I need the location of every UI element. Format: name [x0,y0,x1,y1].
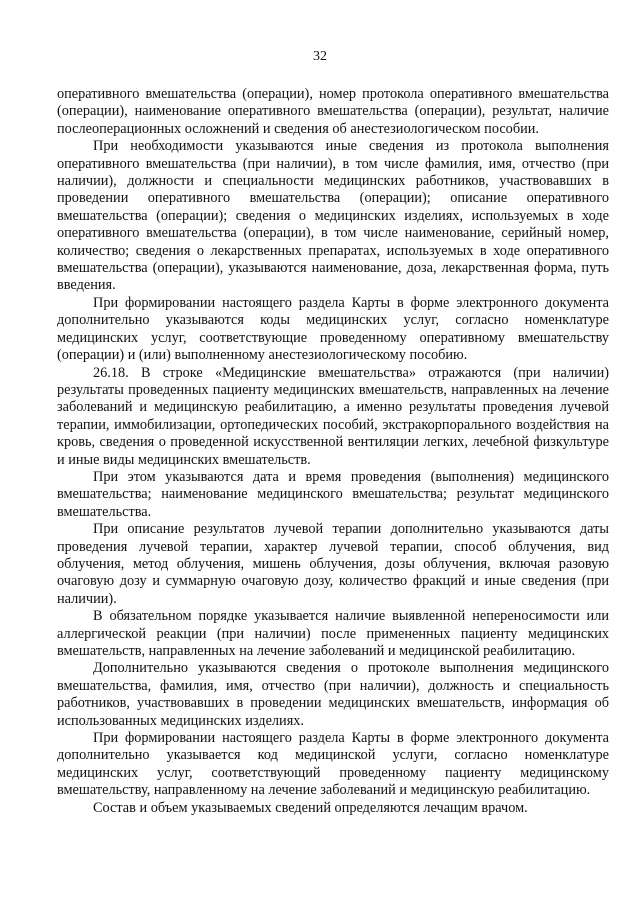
page-number: 32 [313,49,327,64]
paragraph-electronic-service-code: При формировании настоящего раздела Карты в форме электронного документа дополнительно указывается код медицинской услуги, согласно номенклатуре медицинских услуг, соответствующий проведенному пациенту медицинскому вмешательству, направленному на лечение заболеваний и медицинскую реабилитацию. [57,730,609,799]
paragraph-intolerance: В обязательном порядке указывается наличие выявленной непереносимости или аллергической реакции (при наличии) после примененных пациенту медицинских вмешательств, направленных на лечение заболеваний и медицинской реабилитацию. [57,608,609,659]
paragraph-protocol-info: Дополнительно указываются сведения о протоколе выполнения медицинского вмешательства, фамилия, имя, отчество (при наличии), должность и специальность работников, участвовавших в проведении медицинских вмешательств, информация об использованных медицинских изделиях. [57,660,609,729]
paragraph-section-26-18: 26.18. В строке «Медицинские вмешательства» отражаются (при наличии) результаты проведенных пациенту медицинских вмешательств, направленных на лечение заболеваний и медицинскую реабилитацию, а именно результаты проведения лучевой терапии, иммобилизации, ортопедических пособий, экстракорпорального воздействия на кровь, сведения о проведенной искусственной вентиляции легких, лечебной физкультуре и иные виды медицинских вмешательств. [57,364,609,468]
paragraph-radiation-therapy: При описание результатов лучевой терапии дополнительно указываются даты проведения лучевой терапии, характер лучевой терапии, способ облучения, вид облучения, метод облучения, мишень облучения, дозы облучения, включая разовую очаговую дозу и суммарную очаговую дозу, количество фракций и иные сведения (при наличии). [57,521,609,607]
paragraph-additional-info: При необходимости указываются иные сведения из протокола выполнения оперативного вмешательства (при наличии), в том числе фамилия, имя, отчество (при наличии), должности и специальности медицинских работников, участвовавших в проведении оперативного вмешательства (операции); описание оперативного вмешательства (операции); сведения о медицинских изделиях, используемых в ходе оперативного вмешательства (операции), в том числе наименование, серийный номер, количество; сведения о лекарственных препаратах, используемых в ходе оперативного вмешательства (операции), указываются наименование, доза, лекарственная форма, путь введения. [57,138,609,294]
paragraph-attending-physician: Состав и объем указываемых сведений определяются лечащим врачом. [93,799,528,816]
document-body [57,86,609,817]
paragraph-date-time: При этом указываются дата и время проведения (выполнения) медицинского вмешательства; наименование медицинского вмешательства; результат медицинского вмешательства. [57,468,609,520]
paragraph-electronic-codes: При формировании настоящего раздела Карты в форме электронного документа дополнительно указываются коды медицинских услуг, согласно номенклатуре медицинских услуг, соответствующие проведенному оперативному вмешательству (операции) и (или) выполненному анестезиологическому пособию. [57,294,609,364]
paragraph-continuation: оперативного вмешательства (операции), номер протокола оперативного вмешательства (операции), наименование оперативного вмешательства (операции), результат, наличие послеоперационных осложнений и сведения об анестезиологическом пособии. [57,86,609,137]
